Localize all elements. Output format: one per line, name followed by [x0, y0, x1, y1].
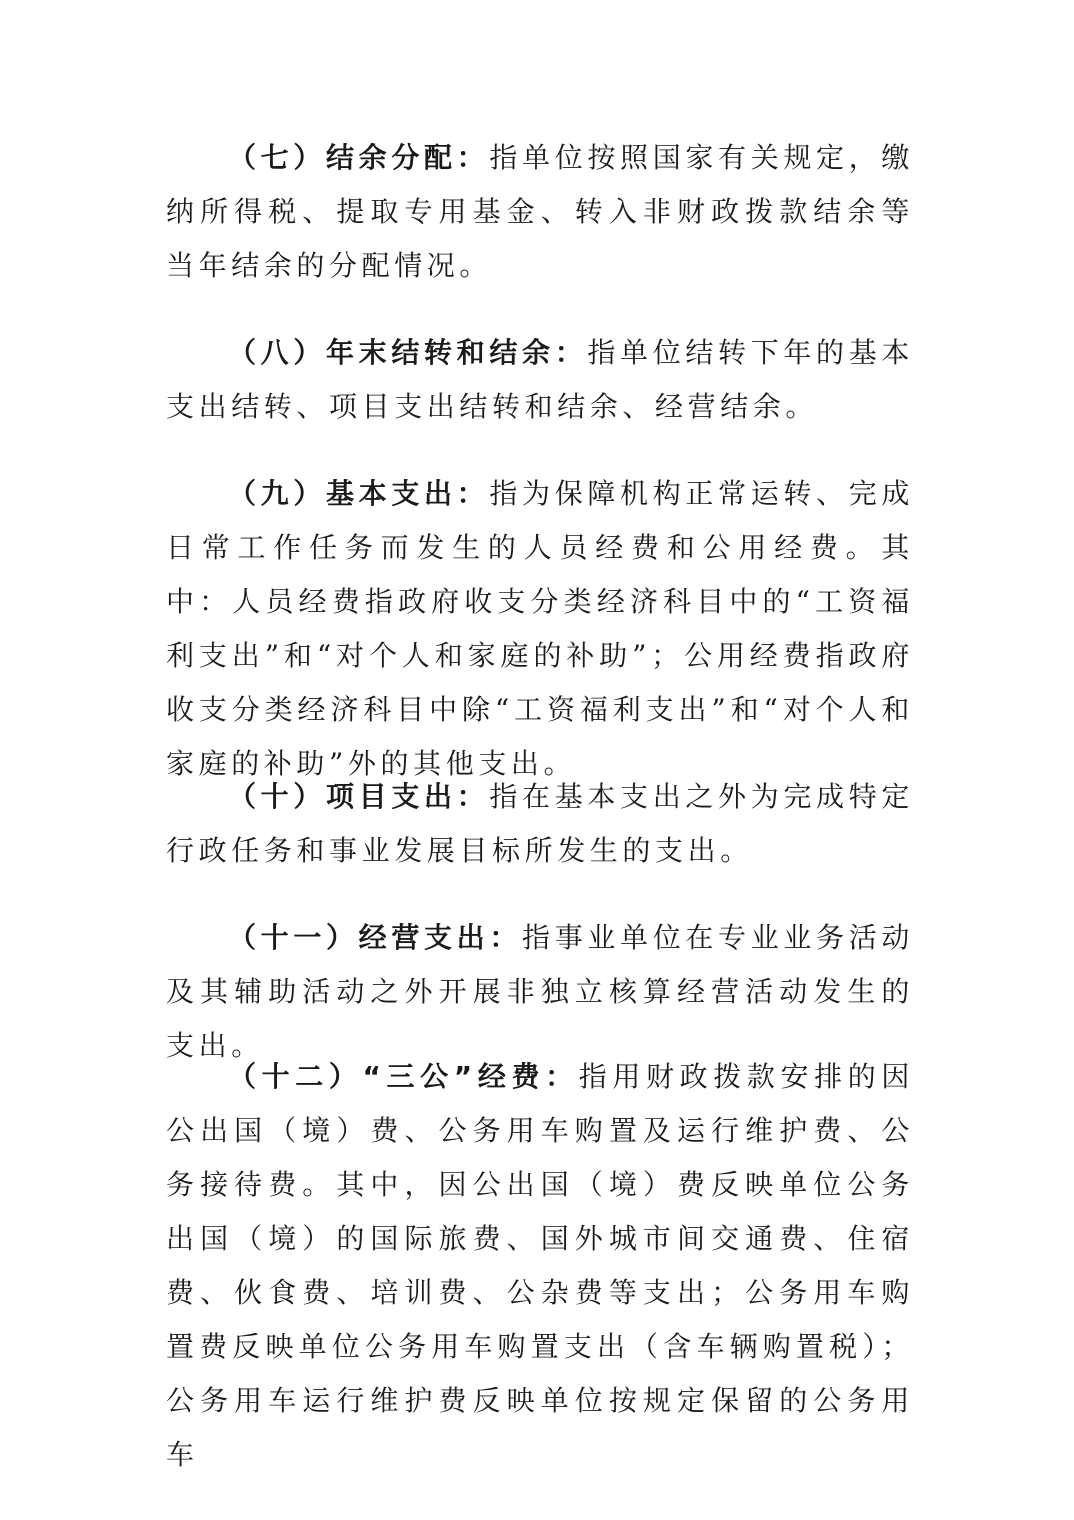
paragraph-three-public-expenses — [166, 1050, 914, 1482]
definition-project-expenditure: 指在基本支出之外为完成特定行政任务和事业发展目标所发生的支出。 — [166, 780, 914, 867]
term-basic-expenditure: （九）基本支出： — [228, 477, 490, 510]
paragraph-basic-expenditure — [166, 467, 914, 791]
definition-surplus-distribution: 指单位按照国家有关规定，缴纳所得税、提取专用基金、转入非财政拨款结余等当年结余的分配情况。 — [166, 141, 914, 282]
definition-basic-expenditure: 指为保障机构正常运转、完成日常工作任务而发生的人员经费和公用经费。其中：人员经费指政府收支分类经济科目中的“工资福利支出”和“对个人和家庭的补助”；公用经费指政府收支分类经济科目中除“工资福利支出”和“对个人和家庭的补助”外的其他支出。 — [166, 477, 914, 780]
definition-three-public-expenses: 指用财政拨款安排的因公出国（境）费、公务用车购置及运行维护费、公务接待费。其中，因公出国（境）费反映单位公务出国（境）的国际旅费、国外城市间交通费、住宿费、伙食费、培训费、公杂费等支出；公务用车购置费反映单位公务用车购置支出（含车辆购置税）；公务用车运行维护费反映单位按规定保留的公务用车 — [166, 1060, 914, 1471]
paragraph-surplus-distribution — [166, 131, 914, 293]
term-operating-expenditure: （十一）经营支出： — [228, 921, 523, 954]
definition-operating-expenditure: 指事业单位在专业业务活动及其辅助活动之外开展非独立核算经营活动发生的支出。 — [166, 921, 914, 1062]
paragraph-project-expenditure — [166, 770, 914, 878]
term-project-expenditure: （十）项目支出： — [228, 780, 490, 813]
term-year-end-carryover: （八）年末结转和结余： — [228, 336, 588, 369]
term-three-public-expenses: （十二）“三公”经费： — [228, 1060, 579, 1093]
paragraph-operating-expenditure — [166, 911, 914, 1073]
term-surplus-distribution: （七）结余分配： — [228, 141, 490, 174]
definition-year-end-carryover: 指单位结转下年的基本支出结转、项目支出结转和结余、经营结余。 — [166, 336, 914, 423]
paragraph-year-end-carryover — [166, 326, 914, 434]
